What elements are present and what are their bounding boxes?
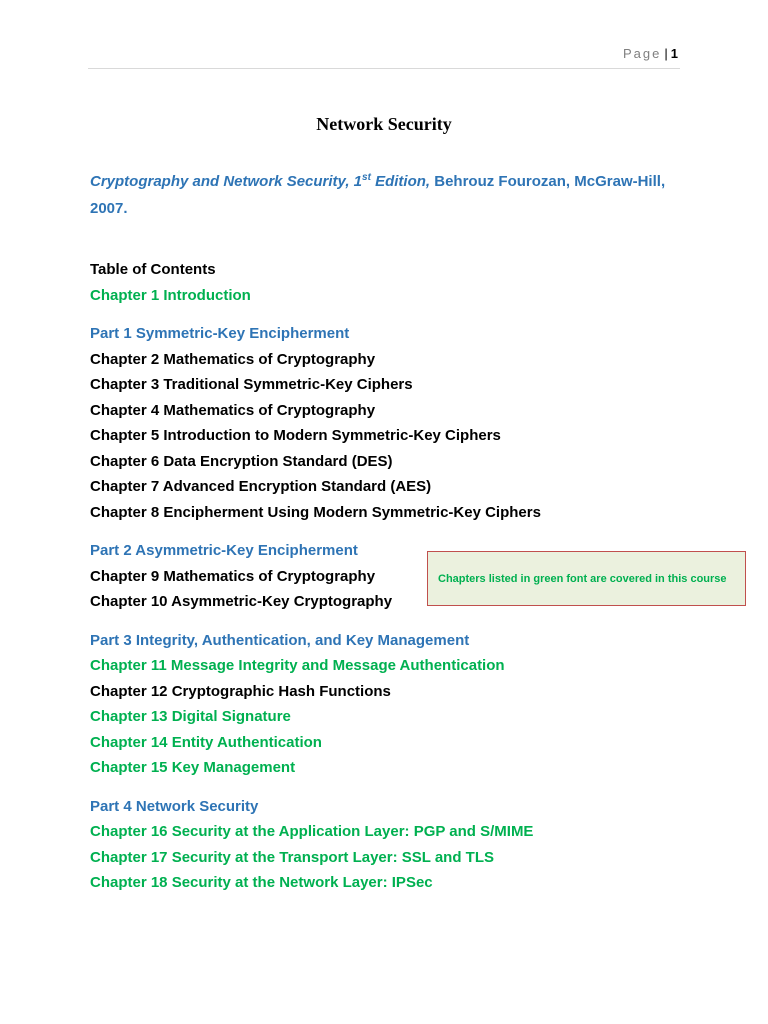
chapter-item: Chapter 18 Security at the Network Layer: IPSec	[90, 874, 433, 891]
edition-superscript: st	[362, 172, 371, 183]
chapter-item: Chapter 8 Encipherment Using Modern Symmetric-Key Ciphers	[90, 503, 541, 521]
page-header	[623, 46, 678, 61]
chapter-1: Chapter 1 Introduction	[90, 286, 251, 304]
book-authors-publisher: Behrouz Fourozan, McGraw-Hill, 2007.	[90, 173, 666, 217]
chapter-item: Chapter 3 Traditional Symmetric-Key Ciphers	[90, 376, 413, 393]
chapter-item: Chapter 4 Mathematics of Cryptography	[90, 401, 376, 419]
document-title: Network Security	[316, 114, 452, 134]
chapter-item: Chapter 9 Mathematics of Cryptography	[90, 567, 376, 585]
book-title: Cryptography and Network Security, 1st Edition,	[90, 172, 431, 190]
chapter-item: Chapter 12 Cryptographic Hash Functions	[90, 682, 391, 700]
page-label: Page	[623, 46, 662, 61]
chapter-item: Chapter 5 Introduction to Modern Symmetric-Key Ciphers	[90, 427, 501, 444]
book-citation	[90, 168, 670, 222]
course-coverage-note	[427, 551, 746, 606]
page-number: 1	[670, 46, 678, 61]
chapter-item: Chapter 17 Security at the Transport Layer: SSL and TLS	[90, 848, 494, 866]
part-heading: Part 3 Integrity, Authentication, and Key Management	[90, 631, 470, 649]
header-rule	[88, 68, 680, 69]
chapter-item: Chapter 2 Mathematics of Cryptography	[90, 350, 376, 368]
part-heading: Part 2 Asymmetric-Key Encipherment	[90, 542, 358, 559]
chapter-item: Chapter 15 Key Management	[90, 759, 296, 776]
chapter-item: Chapter 6 Data Encryption Standard (DES)	[90, 452, 393, 470]
chapter-item: Chapter 14 Entity Authentication	[90, 733, 322, 751]
chapter-item: Chapter 16 Security at the Application Layer: PGP and S/MIME	[90, 823, 534, 840]
chapter-item: Chapter 11 Message Integrity and Message Authentication	[90, 657, 505, 674]
course-coverage-note-text: Chapters listed in green font are covered in this course	[438, 572, 727, 585]
part-heading: Part 1 Symmetric-Key Encipherment	[90, 325, 350, 342]
chapter-item: Chapter 7 Advanced Encryption Standard (AES)	[90, 478, 432, 495]
chapter-item: Chapter 13 Digital Signature	[90, 708, 291, 725]
page-separator: |	[664, 46, 668, 61]
part-heading: Part 4 Network Security	[90, 797, 259, 815]
toc-heading: Table of Contents	[90, 261, 216, 278]
chapter-item: Chapter 10 Asymmetric-Key Cryptography	[90, 593, 393, 610]
